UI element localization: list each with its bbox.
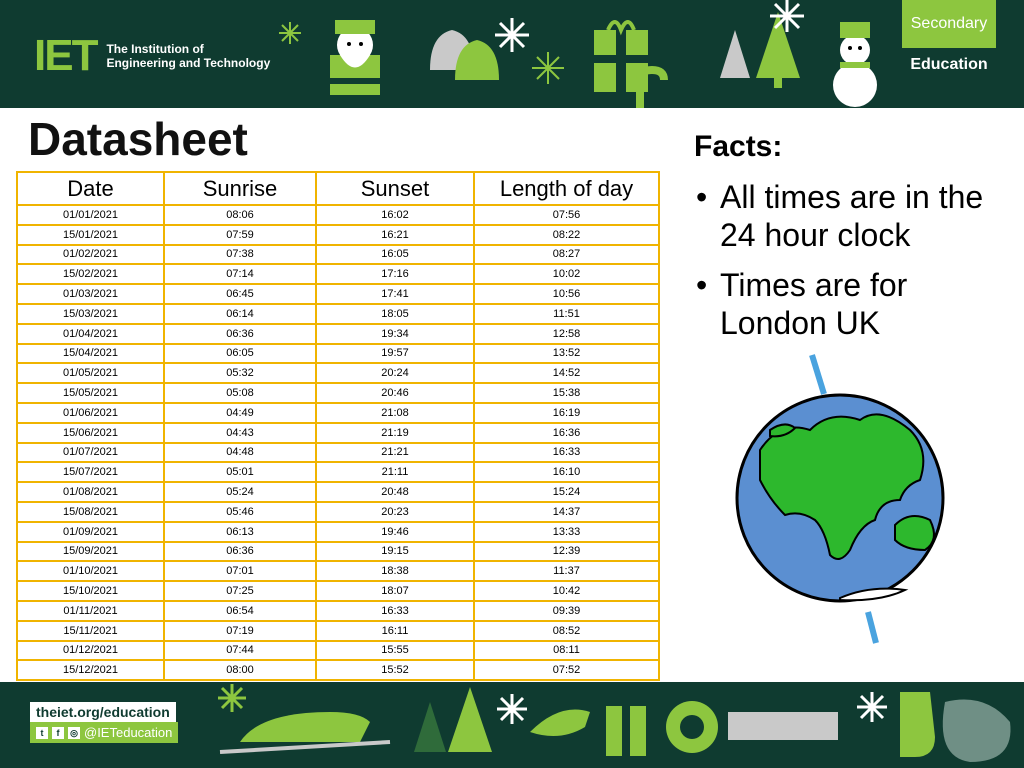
cell-date: 01/11/2021 [17,601,164,621]
cell-date: 15/10/2021 [17,581,164,601]
santa-icon [330,20,380,95]
bird-icon [530,710,590,737]
fact-item: • Times are for London UK [694,266,1014,342]
snowflake-icon [770,0,804,32]
cell-date: 01/07/2021 [17,443,164,463]
table-header-row [17,172,659,205]
sack-icon [943,700,1011,763]
iet-logo [34,31,271,80]
table-row [17,363,659,383]
cell-sunrise: 06:05 [164,344,316,364]
table-row [17,482,659,502]
cell-sunrise: 08:00 [164,660,316,680]
cell-sunrise: 05:24 [164,482,316,502]
cell-length-of-day: 10:02 [474,264,659,284]
table-row [17,264,659,284]
cell-length-of-day: 16:33 [474,443,659,463]
cell-length-of-day: 10:56 [474,284,659,304]
cell-sunrise: 06:36 [164,542,316,562]
secondary-badge: Secondary [902,0,996,48]
cell-sunset: 21:19 [316,423,474,443]
cell-length-of-day: 15:24 [474,482,659,502]
table-row [17,245,659,265]
cell-sunrise: 05:32 [164,363,316,383]
table-row [17,502,659,522]
cell-length-of-day: 13:52 [474,344,659,364]
logo-text [106,42,270,70]
cell-date: 01/09/2021 [17,522,164,542]
cell-length-of-day: 14:37 [474,502,659,522]
cell-date: 01/01/2021 [17,205,164,225]
cell-date: 01/08/2021 [17,482,164,502]
globe-icon [730,350,960,650]
social-links[interactable] [30,722,178,743]
cell-sunset: 20:23 [316,502,474,522]
cell-sunset: 19:34 [316,324,474,344]
table-row [17,225,659,245]
table-row [17,660,659,680]
cell-sunrise: 06:13 [164,522,316,542]
education-label: Education [910,56,988,73]
cell-sunset: 17:41 [316,284,474,304]
cell-sunrise: 07:59 [164,225,316,245]
cell-length-of-day: 15:38 [474,383,659,403]
sun-times-table [16,171,660,681]
page-title: Datasheet [28,113,248,165]
cell-length-of-day: 16:10 [474,462,659,482]
cell-date: 01/04/2021 [17,324,164,344]
cell-sunset: 18:07 [316,581,474,601]
cell-date: 15/01/2021 [17,225,164,245]
cell-date: 15/04/2021 [17,344,164,364]
snowflake-icon [495,18,529,52]
cell-sunrise: 04:43 [164,423,316,443]
table-row [17,542,659,562]
cell-sunset: 18:38 [316,561,474,581]
bell-icon [430,30,499,80]
cell-sunrise: 07:14 [164,264,316,284]
cell-length-of-day: 11:37 [474,561,659,581]
cell-sunrise: 06:36 [164,324,316,344]
cell-length-of-day: 08:27 [474,245,659,265]
cell-length-of-day: 12:39 [474,542,659,562]
cell-date: 15/12/2021 [17,660,164,680]
table-row [17,443,659,463]
cell-length-of-day: 11:51 [474,304,659,324]
cell-length-of-day: 13:33 [474,522,659,542]
cell-length-of-day: 16:19 [474,403,659,423]
cell-sunrise: 05:08 [164,383,316,403]
cell-sunset: 21:21 [316,443,474,463]
cell-sunrise: 07:01 [164,561,316,581]
cell-sunset: 16:21 [316,225,474,245]
stocking-icon [900,692,935,757]
table-body [17,205,659,680]
cell-length-of-day: 07:56 [474,205,659,225]
cell-sunrise: 05:46 [164,502,316,522]
snowman-icon [833,22,877,107]
cell-sunset: 20:46 [316,383,474,403]
table-row [17,205,659,225]
cell-date: 01/12/2021 [17,641,164,661]
table-row [17,423,659,443]
fact-item: • All times are in the 24 hour clock [694,178,1014,254]
snowflake-icon [857,692,887,722]
cell-sunset: 19:57 [316,344,474,364]
cell-sunset: 16:33 [316,601,474,621]
cell-length-of-day: 07:52 [474,660,659,680]
cell-length-of-day: 12:58 [474,324,659,344]
cell-date: 15/09/2021 [17,542,164,562]
cell-date: 15/11/2021 [17,621,164,641]
instagram-icon[interactable]: ◎ [68,727,80,739]
facts-list [694,178,1014,354]
cell-date: 01/02/2021 [17,245,164,265]
cell-sunrise: 05:01 [164,462,316,482]
cell-sunrise: 04:48 [164,443,316,463]
table-row [17,344,659,364]
table-row [17,601,659,621]
header-date: Date [17,172,164,205]
table-row [17,462,659,482]
table-row [17,561,659,581]
cell-sunset: 16:05 [316,245,474,265]
cell-sunrise: 07:25 [164,581,316,601]
cell-sunrise: 06:45 [164,284,316,304]
website-link[interactable]: theiet.org/education [30,702,176,722]
cell-sunrise: 06:14 [164,304,316,324]
snowflake-icon [218,684,246,712]
cracker-icon [728,712,838,740]
header-sunset: Sunset [316,172,474,205]
cell-length-of-day: 08:11 [474,641,659,661]
candy-cane-icon [640,70,664,108]
facts-title: Facts: [694,130,783,163]
cell-sunset: 15:55 [316,641,474,661]
twitter-icon[interactable]: t [36,727,48,739]
cell-date: 15/06/2021 [17,423,164,443]
bauble-icon [666,701,718,753]
social-handle: @IETeducation [84,725,173,740]
cell-date: 15/02/2021 [17,264,164,284]
cell-sunset: 18:05 [316,304,474,324]
cell-date: 15/08/2021 [17,502,164,522]
table-row [17,621,659,641]
cell-sunrise: 04:49 [164,403,316,423]
table-row [17,581,659,601]
table-row [17,284,659,304]
cell-date: 15/03/2021 [17,304,164,324]
cell-sunset: 17:16 [316,264,474,284]
sleigh-icon [220,712,390,752]
header-length-of-day: Length of day [474,172,659,205]
cell-sunset: 20:24 [316,363,474,383]
table-row [17,383,659,403]
cell-date: 01/03/2021 [17,284,164,304]
tree-icon [414,687,492,752]
cell-sunset: 16:11 [316,621,474,641]
cell-sunrise: 06:54 [164,601,316,621]
cell-date: 15/05/2021 [17,383,164,403]
cell-date: 01/06/2021 [17,403,164,423]
table-row [17,403,659,423]
header-banner [0,0,1024,108]
table-row [17,304,659,324]
cell-sunset: 15:52 [316,660,474,680]
cell-length-of-day: 08:52 [474,621,659,641]
cell-sunset: 19:46 [316,522,474,542]
table-row [17,324,659,344]
cell-date: 15/07/2021 [17,462,164,482]
snowflake-icon [279,22,564,84]
snowflake-icon [497,694,527,724]
header-sunrise: Sunrise [164,172,316,205]
cell-sunset: 16:02 [316,205,474,225]
cell-sunset: 19:15 [316,542,474,562]
cell-sunset: 20:48 [316,482,474,502]
cell-length-of-day: 16:36 [474,423,659,443]
table-row [17,522,659,542]
cell-sunrise: 07:38 [164,245,316,265]
facebook-icon[interactable]: f [52,727,64,739]
cell-sunset: 21:08 [316,403,474,423]
gift-icon [606,706,646,756]
table-row [17,641,659,661]
logo-mark: IET [34,31,97,80]
cell-sunrise: 07:44 [164,641,316,661]
cell-sunrise: 08:06 [164,205,316,225]
cell-date: 01/05/2021 [17,363,164,383]
cell-sunset: 21:11 [316,462,474,482]
cell-length-of-day: 14:52 [474,363,659,383]
cell-length-of-day: 10:42 [474,581,659,601]
cell-length-of-day: 09:39 [474,601,659,621]
cell-length-of-day: 08:22 [474,225,659,245]
logo-line-1: The Institution of [106,42,204,56]
logo-line-2: Engineering and Technology [106,56,271,70]
cell-date: 01/10/2021 [17,561,164,581]
cell-sunrise: 07:19 [164,621,316,641]
